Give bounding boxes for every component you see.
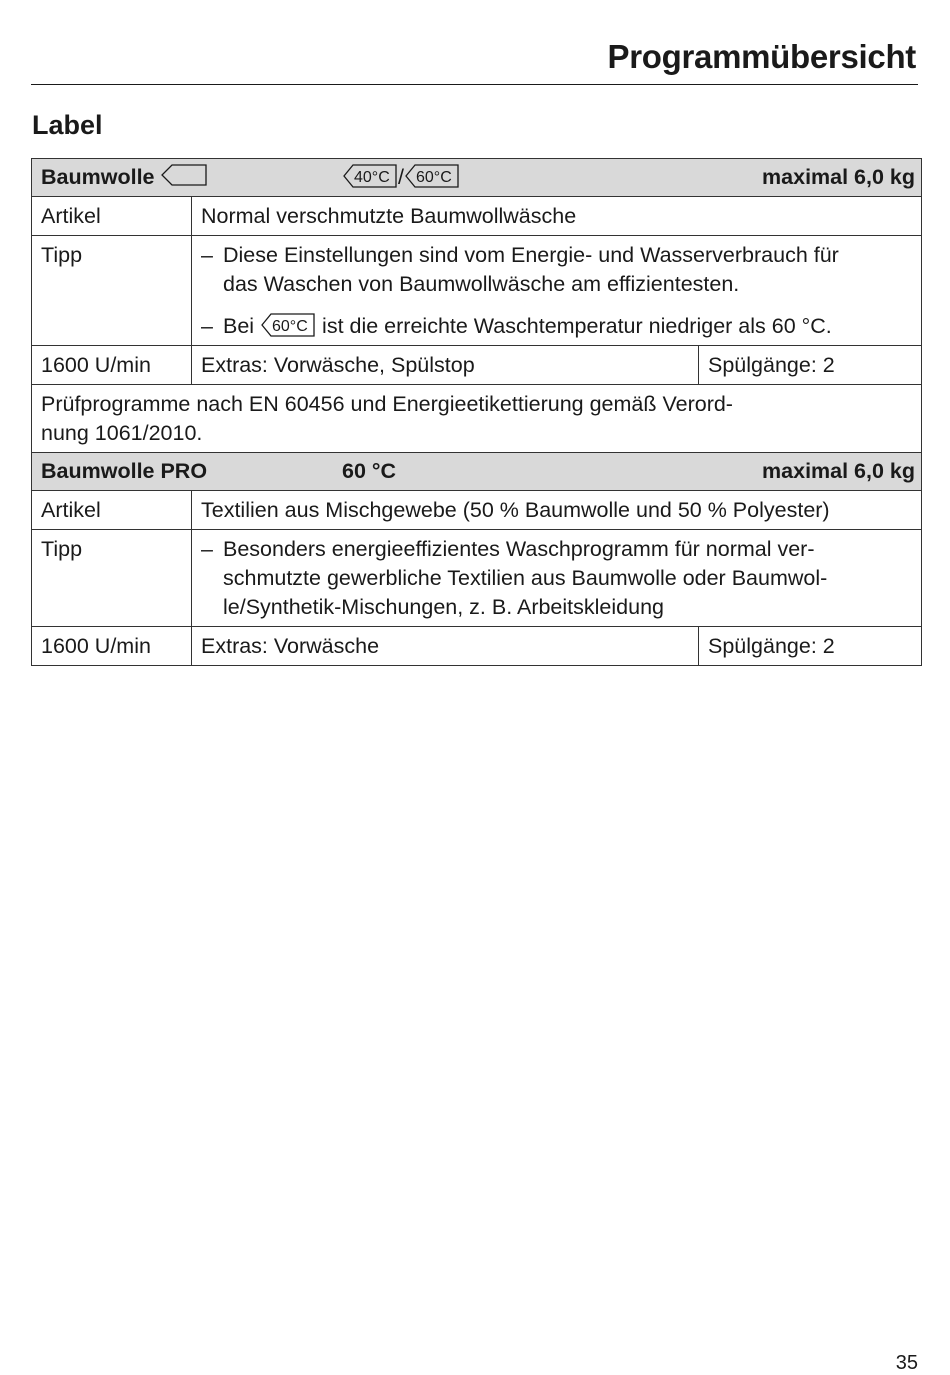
extras: Extras: Vorwäsche (192, 627, 699, 666)
program-name: Baumwolle PRO (41, 459, 208, 483)
tipp-label: Tipp (32, 236, 192, 346)
temp-40-icon (342, 163, 398, 189)
page-title: Programmübersicht (607, 38, 916, 75)
tipp-suffix: ist die erreichte Waschtemperatur niedriger als 60 °C. (322, 314, 832, 338)
bullet-dash: – (201, 243, 213, 267)
program-load: maximal 6,0 kg (762, 459, 916, 483)
artikel-text: Normal verschmutzte Baumwollwäsche (192, 197, 922, 236)
section-title: Label (32, 110, 103, 140)
temp-60-icon (404, 163, 460, 189)
program-table (31, 158, 922, 666)
artikel-label: Artikel (32, 491, 192, 530)
program-temperature: 60 °C (342, 459, 397, 483)
tipp-row (32, 530, 922, 627)
program-temperature (342, 163, 460, 192)
rinses: Spülgänge: 2 (699, 346, 922, 385)
tipp-line: Diese Einstellungen sind vom Energie- und Wasserverbrauch für (223, 243, 839, 267)
tipp-label: Tipp (32, 530, 192, 627)
spin-speed: 1600 U/min (32, 627, 192, 666)
program-header-baumwolle (32, 159, 922, 197)
note-line: nung 1061/2010. (41, 421, 203, 445)
tipp-item (201, 241, 912, 299)
tipp-line: le/Synthetik-Mischungen, z. B. Arbeitskleidung (223, 595, 664, 619)
tipp-prefix: Bei (223, 314, 255, 338)
program-name: Baumwolle (41, 163, 208, 192)
tipp-item (201, 312, 912, 341)
page-number: 35 (895, 1352, 918, 1374)
bullet-dash: – (201, 314, 213, 338)
wash-tub-icon (160, 163, 208, 187)
note-row (32, 385, 922, 453)
extras: Extras: Vorwäsche, Spülstop (192, 346, 699, 385)
bullet-dash: – (201, 537, 213, 561)
program-load: maximal 6,0 kg (762, 165, 916, 189)
tipp-line: Besonders energieeffizientes Waschprogramm für normal ver- (223, 537, 815, 561)
tipp-line: das Waschen von Baumwollwäsche am effizientesten. (223, 272, 740, 296)
program-header-baumwolle-pro (32, 453, 922, 491)
spin-row (32, 627, 922, 666)
spin-speed: 1600 U/min (32, 346, 192, 385)
artikel-row (32, 197, 922, 236)
temp-60-label: 60°C (272, 318, 308, 335)
spin-row (32, 346, 922, 385)
rinses: Spülgänge: 2 (699, 627, 922, 666)
artikel-label: Artikel (32, 197, 192, 236)
tipp-row (32, 236, 922, 346)
temp-40-label: 40°C (354, 169, 390, 186)
tipp-line: schmutzte gewerbliche Textilien aus Baumwolle oder Baumwol- (223, 566, 828, 590)
temp-60-icon (260, 312, 316, 338)
artikel-text: Textilien aus Mischgewebe (50 % Baumwolle und 50 % Polyester) (192, 491, 922, 530)
temp-separator: / (398, 165, 404, 189)
tipp-item (201, 535, 912, 622)
temp-60-label: 60°C (415, 169, 452, 186)
page-header (31, 36, 918, 85)
artikel-row (32, 491, 922, 530)
note-line: Prüfprogramme nach EN 60456 und Energieetikettierung gemäß Verord- (41, 392, 733, 416)
